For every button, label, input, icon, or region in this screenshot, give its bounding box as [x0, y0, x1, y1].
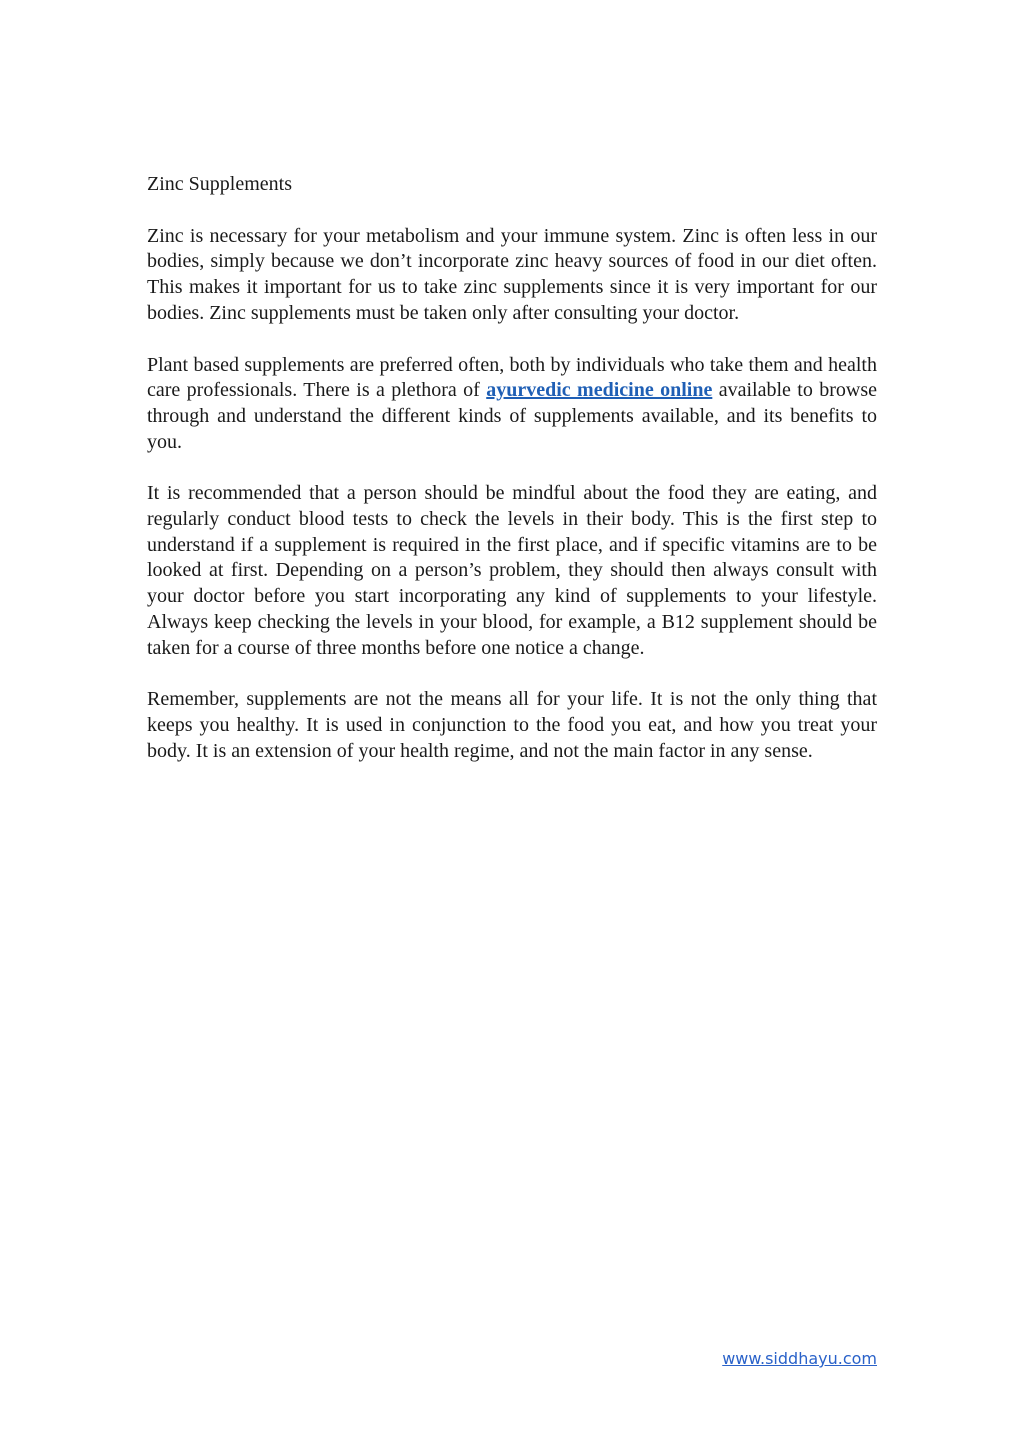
- ayurvedic-medicine-link[interactable]: ayurvedic medicine online: [486, 379, 713, 402]
- document-body: [147, 172, 877, 790]
- paragraph-remember: Remember, supplements are not the means all for your life. It is not the only thing that keeps you healthy. It is used in conjunction to the food you eat, and how you treat your body. It is an extension of your health regime, and not the main factor in any sense.: [147, 688, 877, 762]
- paragraph-plant-based: [147, 353, 877, 456]
- paragraph-text-after-link: available to browse through and understand the different kinds of supplements available, and its benefits to you.: [147, 379, 877, 453]
- paragraph-text-before-link: Plant based supplements are preferred often, both by individuals who take them and health care professionals. There is a plethora of: [147, 353, 877, 402]
- document-title: Zinc Supplements: [147, 173, 292, 195]
- footer-website-link[interactable]: www.siddhayu.com: [722, 1349, 877, 1368]
- paragraph-recommendation: It is recommended that a person should be mindful about the food they are eating, and regularly conduct blood tests to check the levels in their body. This is the first step to understand if a supplement is required in the first place, and if specific vitamins are to be looked at first. Depending on a person’s problem, they should then always consult with your doctor before you start incorporating any kind of supplements to your lifestyle. Always keep checking the levels in your blood, for example, a B12 supplement should be taken for a course of three months before one notice a change.: [147, 482, 877, 659]
- paragraph-zinc-intro: Zinc is necessary for your metabolism and your immune system. Zinc is often less in our bodies, simply because we don’t incorporate zinc heavy sources of food in our diet often. This makes it important for us to take zinc supplements since it is very important for our bodies. Zinc supplements must be taken only after consulting your doctor.: [147, 224, 877, 324]
